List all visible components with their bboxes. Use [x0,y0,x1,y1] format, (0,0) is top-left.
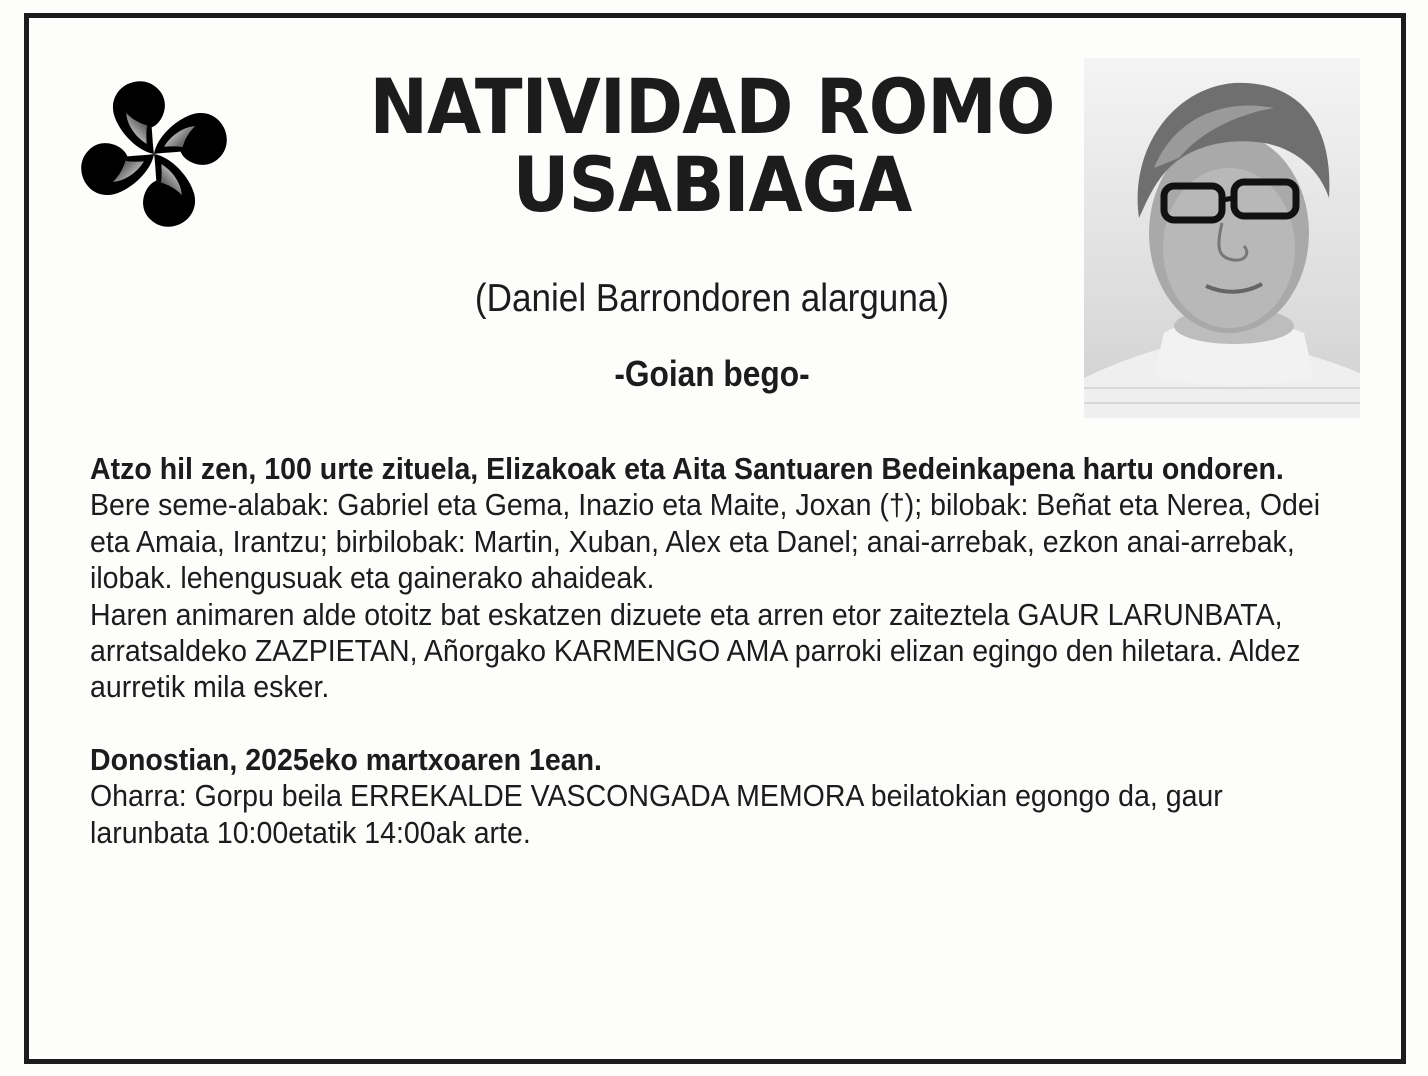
spouse-note: (Daniel Barrondoren alarguna) [474,277,950,320]
lauburu-icon [68,68,240,240]
deceased-name [330,62,1094,229]
name-line-2: USABIAGA [512,140,912,229]
rip-phrase: -Goian bego- [614,353,810,394]
portrait-photo [1084,58,1360,418]
family-text: Bere seme-alabak: Gabriel eta Gema, Inazio eta Maite, Joxan (†); bilobak: Beñat eta Nerea, Odei eta Amaia, Irantzu; birbilobak: Martin, Xuban, Alex eta Danel; anai-arrebak, ezkon anai-arrebak, ilobak. lehengusuak eta gainerako ahaideak. [90,488,1321,596]
funeral-request-text: Haren animaren alde otoitz bat eskatzen dizuete eta arren etor zaiteztela GAUR LARUNBATA, arratsaldeko ZAZPIETAN, Añorgako KARMENGO AMA parroki elizan egingo den hiletara. Aldez aurretik mila esker. [90,597,1301,705]
wake-note-text: Oharra: Gorpu beila ERREKALDE VASCONGADA MEMORA beilatokian egongo da, gaur larunbata 10:00etatik 14:00ak arte. [90,779,1223,850]
place-date-text: Donostian, 2025eko martxoaren 1ean. [90,742,602,777]
name-line-1: NATIVIDAD ROMO [369,62,1055,151]
announcement-text: Atzo hil zen, 100 urte zituela, Elizakoak eta Aita Santuaren Bedeinkapena hartu ondoren. [90,452,1284,486]
obituary-body [90,451,1340,851]
spacer [90,706,1340,742]
